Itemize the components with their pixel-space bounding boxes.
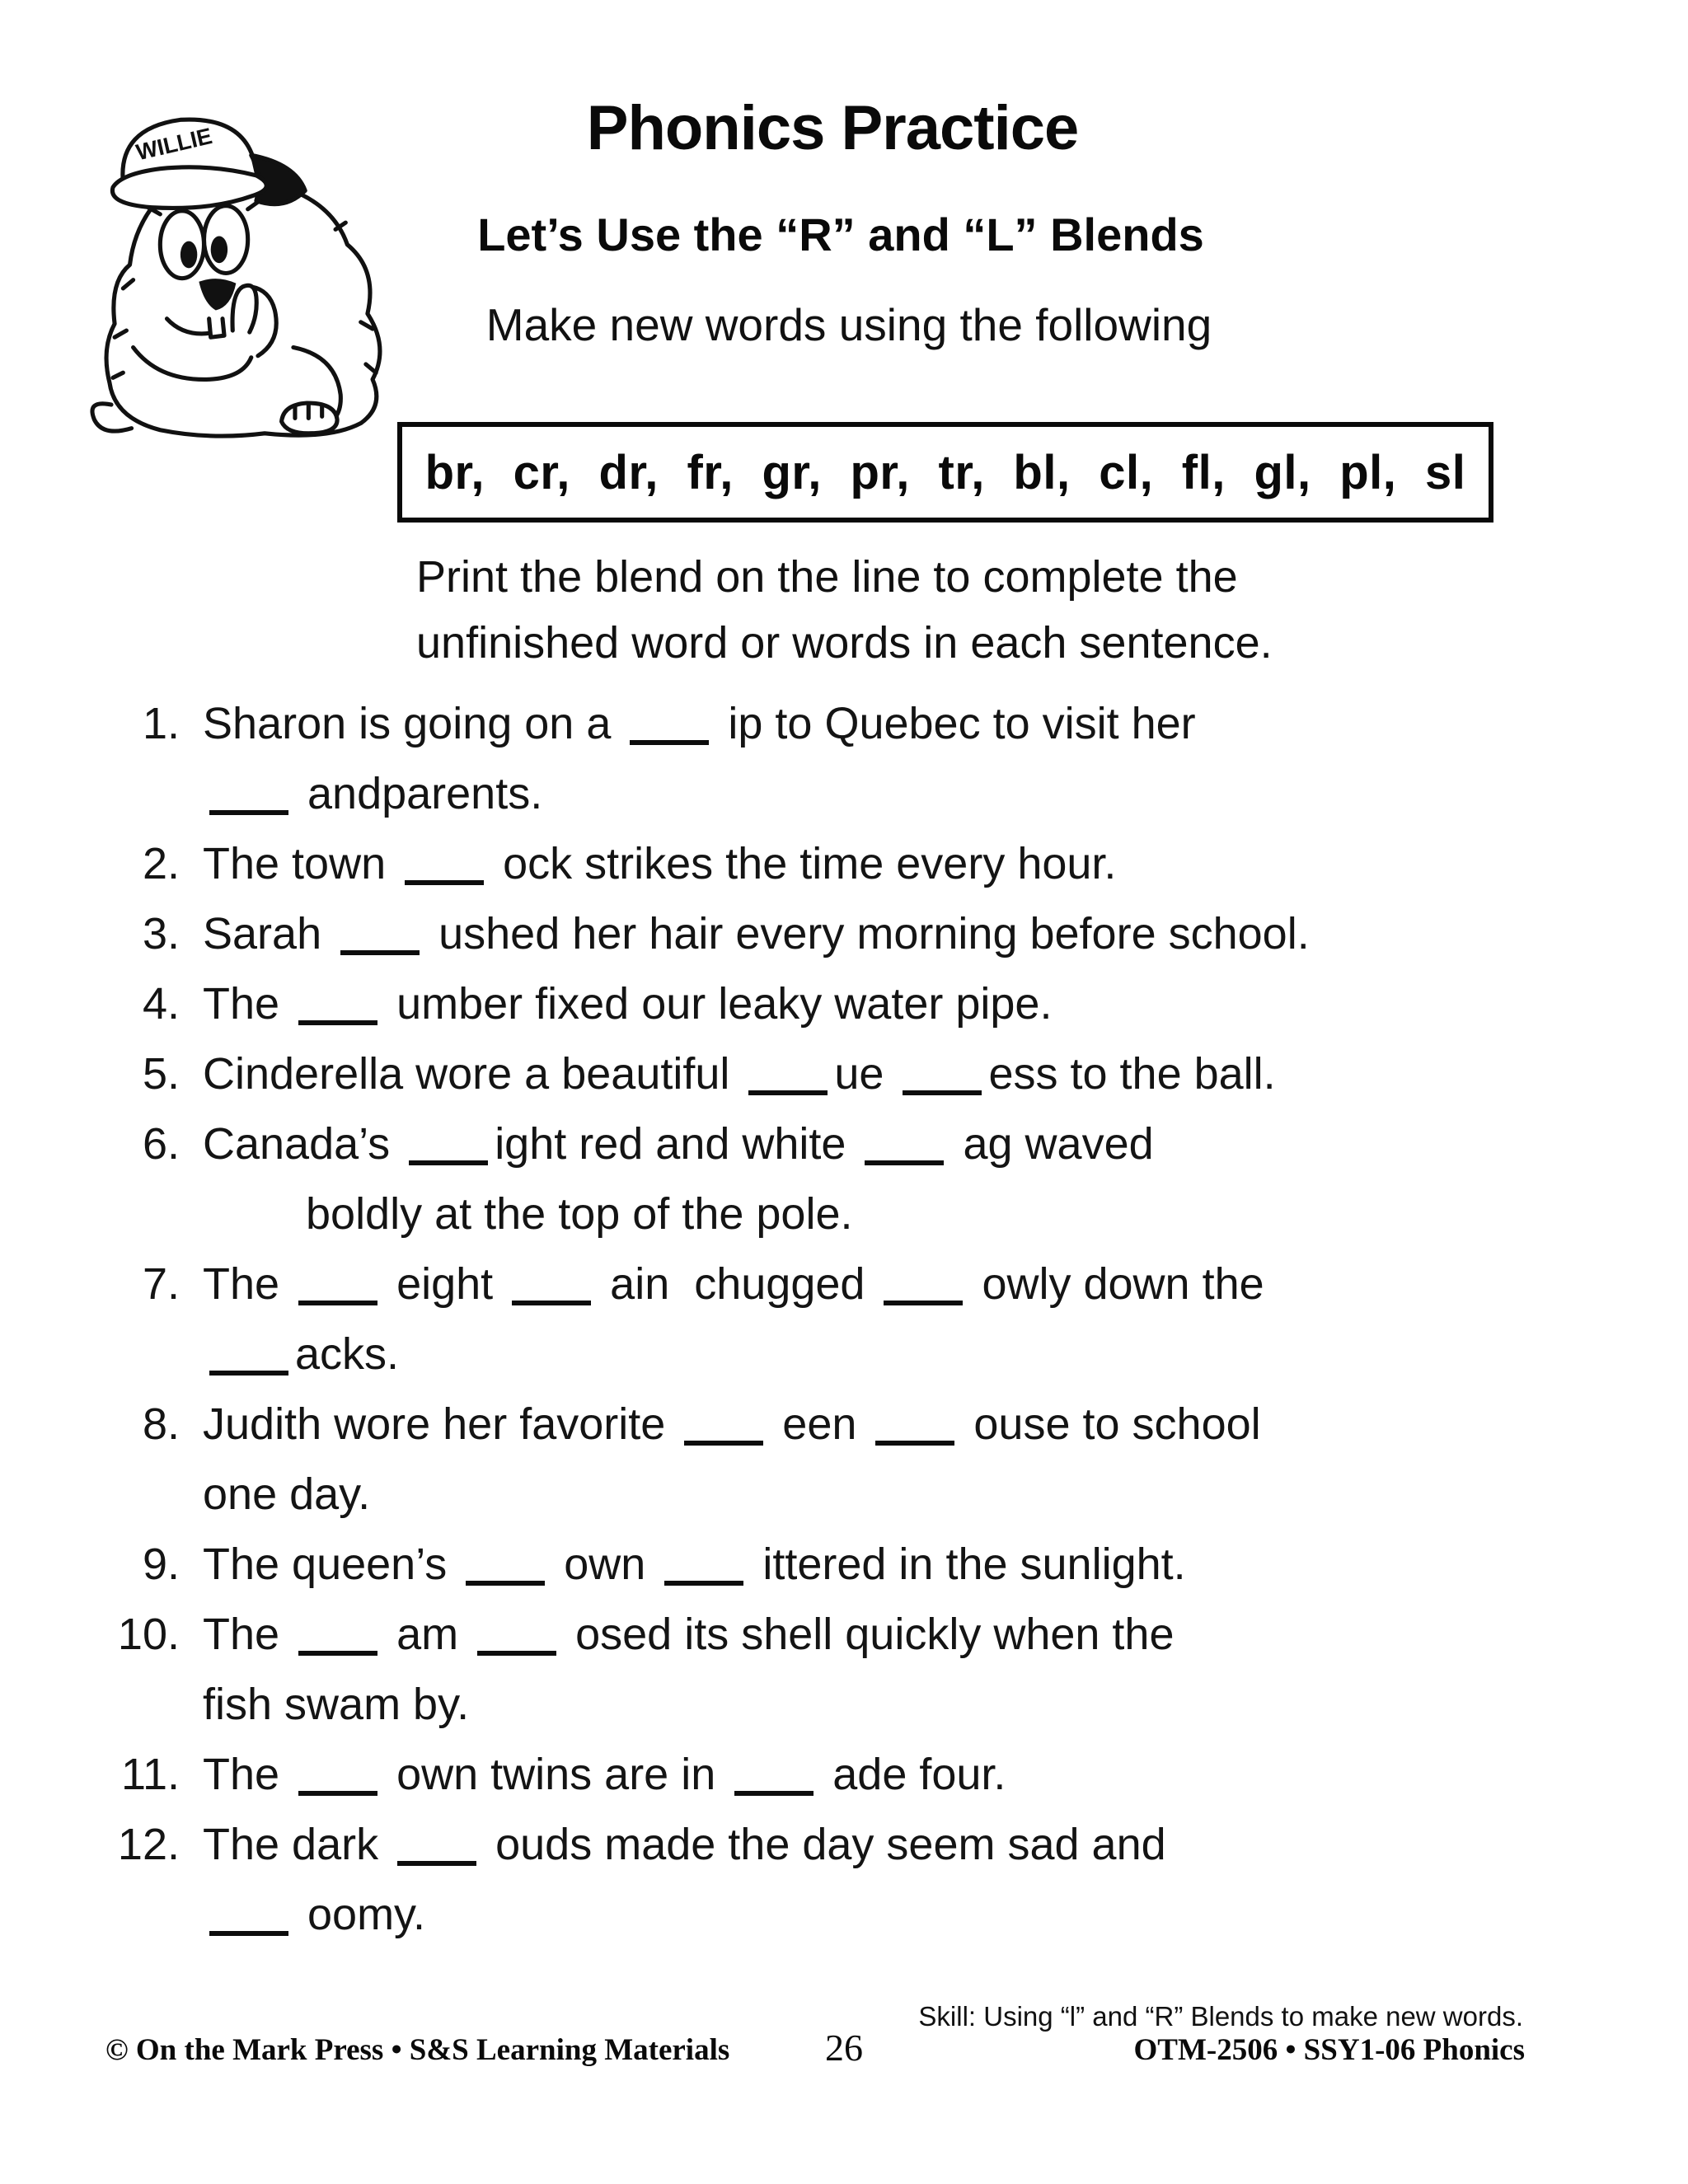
sentence-number: 7. — [142, 1259, 180, 1309]
answer-blank[interactable] — [664, 1572, 743, 1586]
sentence-fragment: oomy. — [295, 1890, 426, 1939]
sentence-fragment: ue — [834, 1049, 897, 1099]
sentence-line — [203, 969, 1597, 1039]
mascot-cap-label: WILLIE — [134, 123, 215, 166]
answer-blank[interactable] — [298, 1643, 377, 1656]
sentence-text — [203, 1810, 1597, 1950]
sentence-text — [203, 1390, 1597, 1530]
sentence-fragment: Sharon is going on a — [203, 699, 624, 748]
answer-blank[interactable] — [209, 802, 288, 815]
copyright: © On the Mark Press • S&S Learning Materials — [106, 2033, 730, 2067]
sentence-number: 11. — [120, 1750, 180, 1799]
sentence-number: 12. — [117, 1820, 180, 1869]
sentence-text — [203, 1740, 1597, 1810]
sentence-fragment: ushed her hair every morning before school. — [426, 909, 1310, 958]
sentence-fragment: The queen’s — [203, 1540, 460, 1589]
answer-blank[interactable] — [340, 942, 420, 955]
answer-blank[interactable] — [397, 1853, 476, 1866]
answer-blank[interactable] — [405, 872, 484, 885]
answer-blank[interactable] — [684, 1432, 763, 1446]
sentence-fragment: een — [770, 1399, 870, 1449]
sentence-text — [203, 1249, 1597, 1390]
sentence-list — [106, 689, 1597, 1950]
sentence-fragment: one day. — [203, 1469, 371, 1519]
sentence-item — [106, 689, 1597, 829]
sentence-text — [203, 899, 1597, 969]
answer-blank[interactable] — [477, 1643, 556, 1656]
sentence-fragment: ess to the ball. — [988, 1049, 1276, 1099]
answer-blank[interactable] — [298, 1783, 377, 1796]
sentence-item — [106, 1039, 1597, 1109]
sentence-fragment: The — [203, 1750, 293, 1799]
sentence-fragment: The — [203, 1610, 293, 1659]
sentence-number: 1. — [142, 699, 180, 748]
sentence-fragment: andparents. — [295, 769, 543, 818]
sentence-fragment: boldly at the top of the pole. — [306, 1189, 853, 1239]
sentence-fragment: Canada’s — [203, 1119, 403, 1169]
answer-blank[interactable] — [630, 732, 709, 745]
sentence-fragment: The — [203, 1259, 293, 1309]
sentence-line — [203, 1319, 1597, 1390]
sentence-fragment: osed its shell quickly when the — [563, 1610, 1175, 1659]
sentence-line — [203, 759, 1597, 829]
sentence-fragment: The dark — [203, 1820, 392, 1869]
sentence-line — [203, 829, 1597, 899]
answer-blank[interactable] — [409, 1152, 488, 1165]
answer-blank[interactable] — [298, 1012, 377, 1025]
sentence-text — [203, 1109, 1597, 1249]
instructions-line-1: Print the blend on the line to complete the — [416, 552, 1238, 602]
sentence-line — [203, 1109, 1597, 1179]
sentence-fragment: ock strikes the time every hour. — [490, 839, 1117, 888]
sentence-text — [203, 1530, 1597, 1600]
sentence-fragment: owly down the — [969, 1259, 1264, 1309]
sentence-line — [203, 1039, 1597, 1109]
sentence-fragment: own — [551, 1540, 659, 1589]
sentence-line — [203, 1880, 1597, 1950]
sentence-number: 5. — [142, 1049, 180, 1099]
sentence-line — [203, 1249, 1597, 1319]
answer-blank[interactable] — [512, 1292, 591, 1305]
lead-instruction: Make new words using the following — [485, 299, 1212, 350]
sentence-fragment: acks. — [295, 1329, 400, 1379]
sentence-number: 4. — [142, 979, 180, 1029]
sentence-fragment: ain chugged — [598, 1259, 878, 1309]
sentence-fragment: ight red and white — [495, 1119, 859, 1169]
sentence-fragment: ittered in the sunlight. — [750, 1540, 1186, 1589]
sentence-fragment: own twins are in — [384, 1750, 729, 1799]
sentence-line — [203, 1460, 1597, 1530]
sentence-fragment: ade four. — [820, 1750, 1006, 1799]
sentence-line — [203, 1390, 1597, 1460]
sentence-fragment: fish swam by. — [203, 1680, 470, 1729]
sentence-line — [203, 1810, 1597, 1880]
answer-blank[interactable] — [298, 1292, 377, 1305]
sentence-line — [203, 1530, 1597, 1600]
sentence-fragment: am — [384, 1610, 471, 1659]
sentence-fragment: ag waved — [950, 1119, 1154, 1169]
sentence-item — [106, 1600, 1597, 1740]
sentence-item — [106, 1249, 1597, 1390]
sentence-item — [106, 899, 1597, 969]
sentence-item — [106, 1810, 1597, 1950]
answer-blank[interactable] — [865, 1152, 944, 1165]
sentence-item — [106, 829, 1597, 899]
sentence-number: 10. — [117, 1610, 180, 1659]
skill-note: Skill: Using “l” and “R” Blends to make new words. — [918, 2001, 1523, 2032]
sentence-number: 2. — [142, 839, 180, 888]
answer-blank[interactable] — [466, 1572, 545, 1586]
answer-blank[interactable] — [209, 1362, 288, 1376]
sentence-line — [203, 1179, 1597, 1249]
answer-blank[interactable] — [734, 1783, 814, 1796]
answer-blank[interactable] — [903, 1082, 982, 1095]
page-number: 26 — [825, 2027, 863, 2069]
answer-blank[interactable] — [875, 1432, 954, 1446]
sentence-fragment: ip to Quebec to visit her — [715, 699, 1196, 748]
sentence-number: 9. — [142, 1540, 180, 1589]
sentence-item — [106, 1530, 1597, 1600]
sentence-fragment: The town — [203, 839, 399, 888]
sentence-fragment: umber fixed our leaky water pipe. — [384, 979, 1053, 1029]
sentence-fragment: eight — [384, 1259, 506, 1309]
sentence-line — [203, 689, 1597, 759]
page-subtitle: Let’s Use the “R” and “L” Blends — [477, 209, 1204, 260]
sentence-item — [106, 969, 1597, 1039]
answer-blank[interactable] — [209, 1923, 288, 1936]
sentence-text — [203, 969, 1597, 1039]
instructions — [416, 544, 1504, 676]
sentence-line — [203, 1740, 1597, 1810]
sentence-line — [203, 1600, 1597, 1670]
sentence-item — [106, 1390, 1597, 1530]
sentence-text — [203, 1039, 1597, 1109]
sentence-fragment: Cinderella wore a beautiful — [203, 1049, 743, 1099]
instructions-line-2: unfinished word or words in each sentence. — [416, 618, 1273, 668]
answer-blank[interactable] — [884, 1292, 963, 1305]
sentence-line — [203, 1670, 1597, 1740]
blends-list: br, cr, dr, fr, gr, pr, tr, bl, cl, fl, gl, pl, sl — [424, 445, 1466, 499]
sentence-item — [106, 1109, 1597, 1249]
sentence-fragment: Judith wore her favorite — [203, 1399, 678, 1449]
answer-blank[interactable] — [748, 1082, 828, 1095]
product-code: OTM-2506 • SSY1-06 Phonics — [1133, 2033, 1525, 2067]
sentence-text — [203, 1600, 1597, 1740]
page-title: Phonics Practice — [586, 93, 1079, 163]
sentence-item — [106, 1740, 1597, 1810]
sentence-number: 3. — [142, 909, 180, 958]
sentence-text — [203, 829, 1597, 899]
sentence-fragment: Sarah — [203, 909, 335, 958]
sentence-line — [203, 899, 1597, 969]
sentence-fragment: ouse to school — [961, 1399, 1261, 1449]
sentence-number: 6. — [142, 1119, 180, 1169]
sentence-text — [203, 689, 1597, 829]
sentence-fragment: The — [203, 979, 293, 1029]
sentence-fragment: ouds made the day seem sad and — [483, 1820, 1166, 1869]
sentence-number: 8. — [142, 1399, 180, 1449]
blends-box — [397, 422, 1493, 523]
